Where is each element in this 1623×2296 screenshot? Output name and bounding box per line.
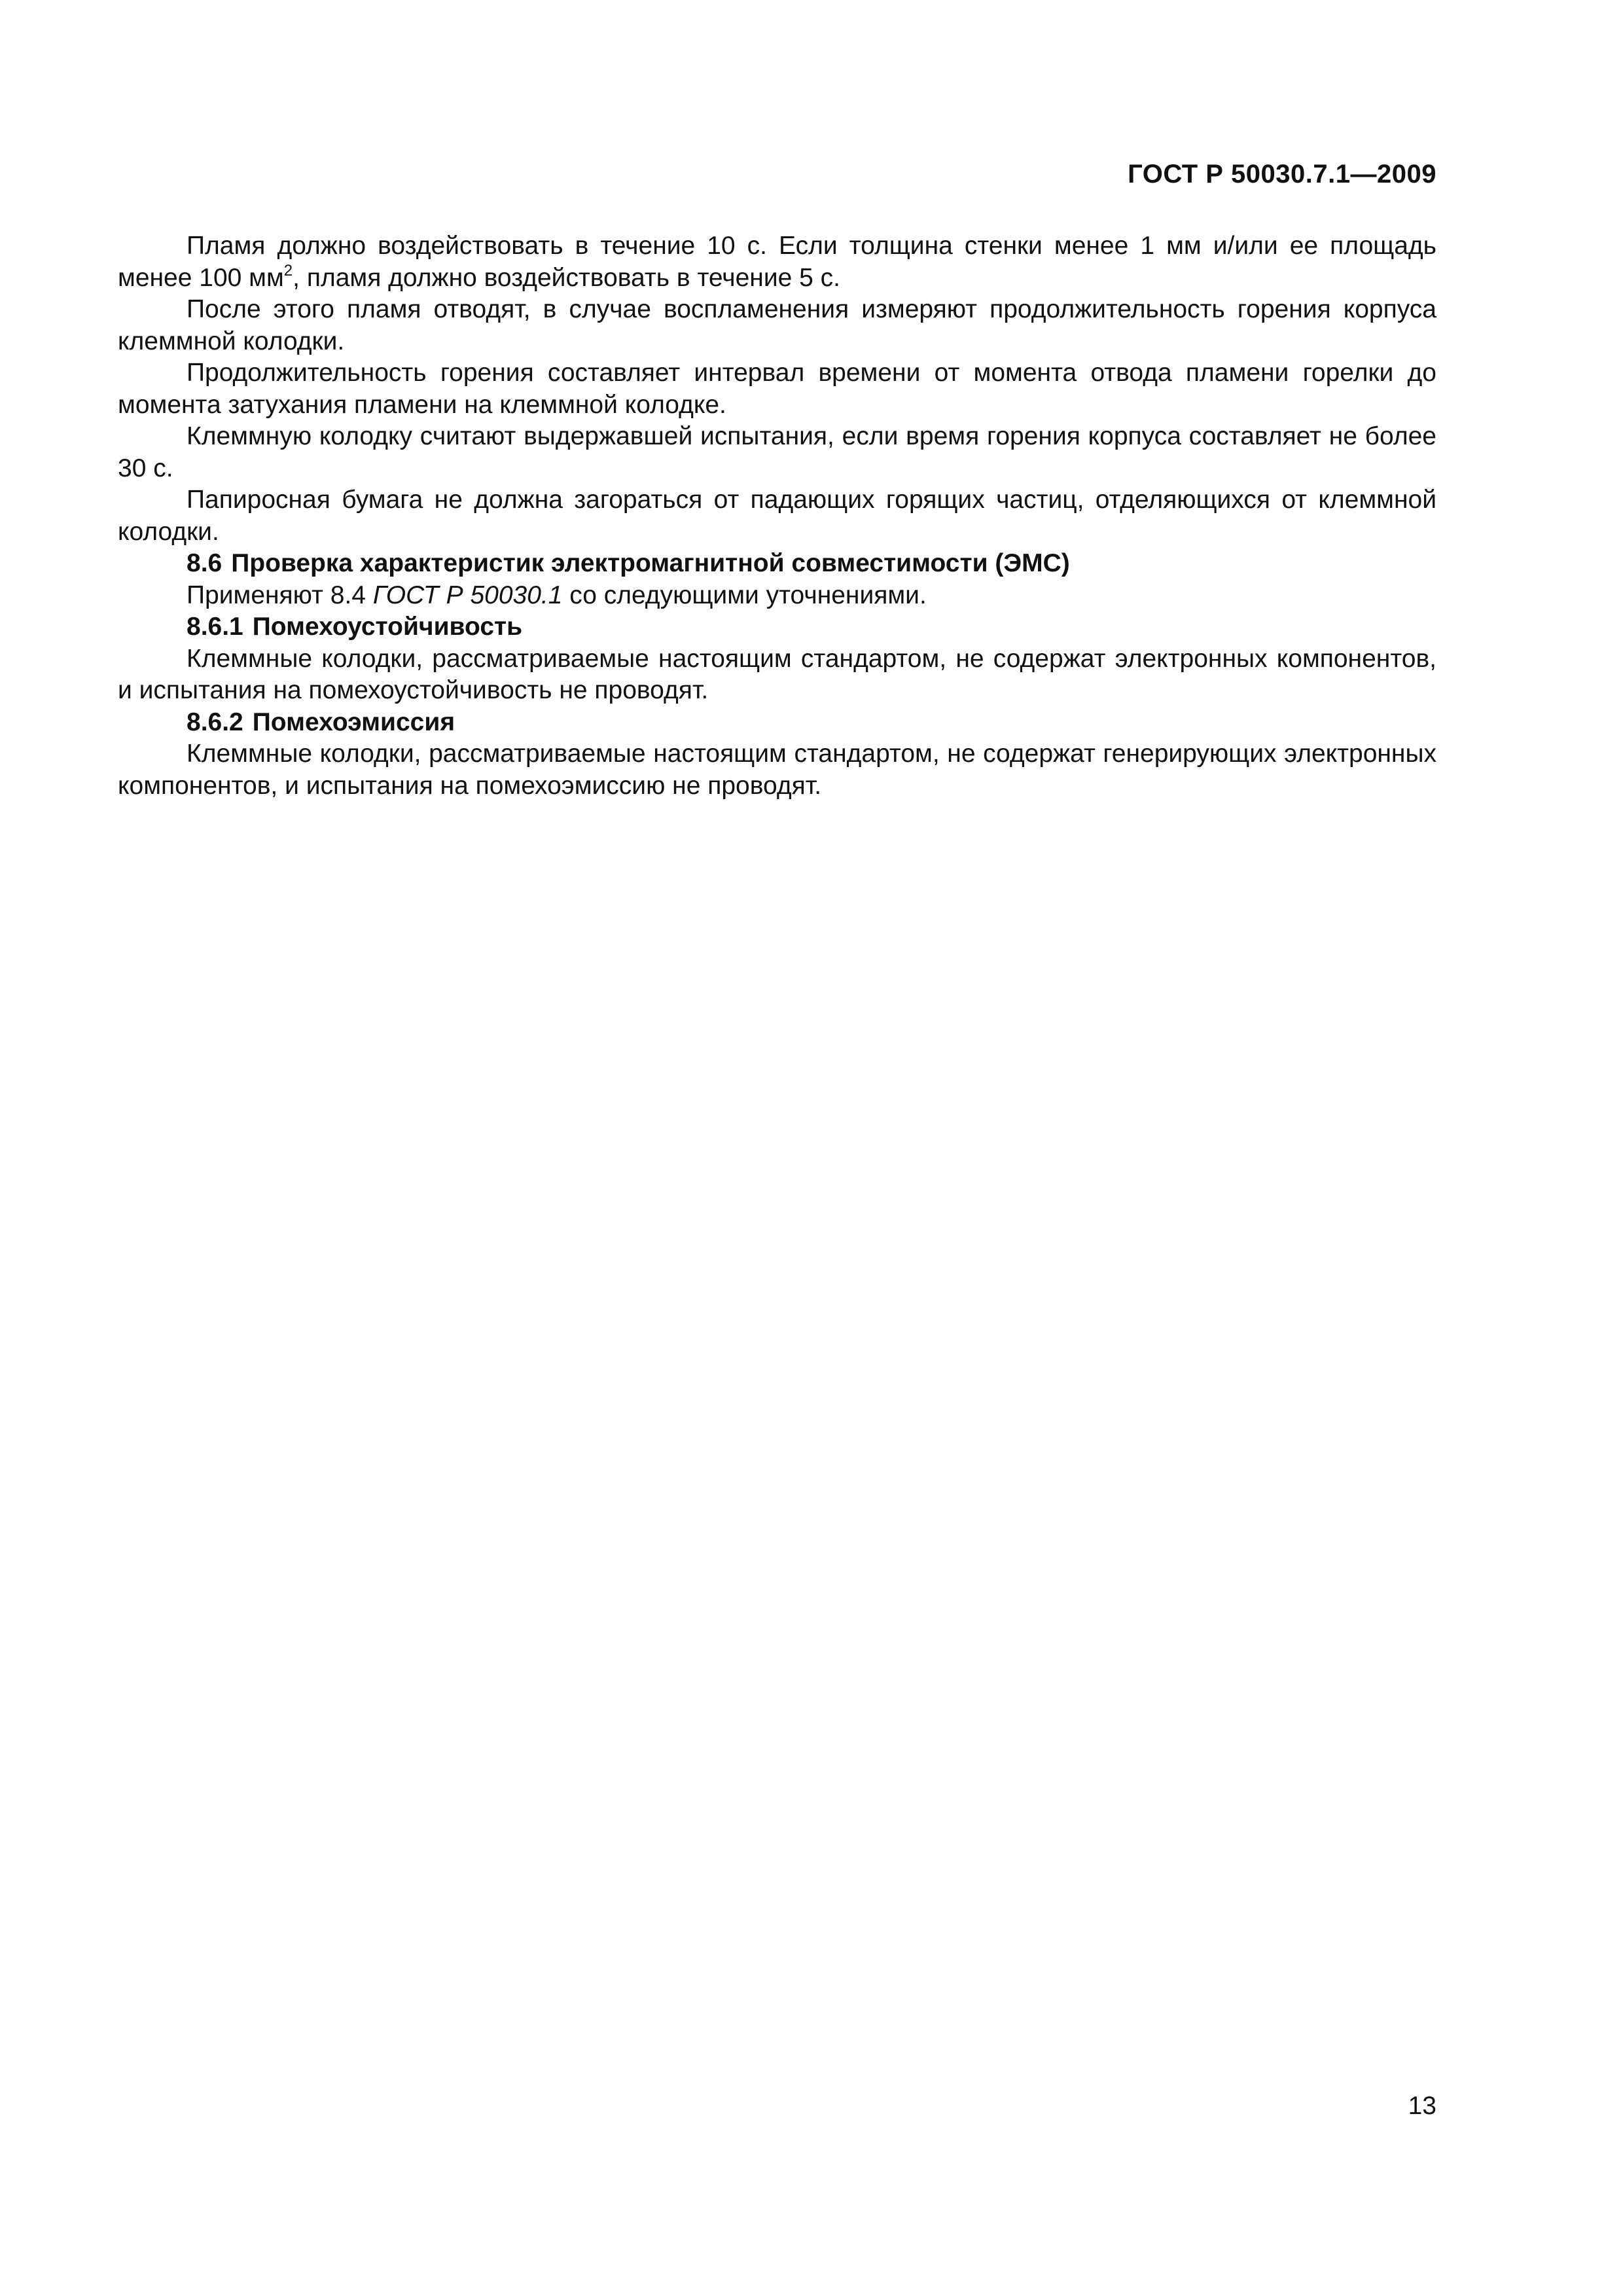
superscript: 2 <box>283 261 293 279</box>
paragraph-tissue-paper: Папиросная бумага не должна загораться от падающих горящих частиц, отделяющихся от клеммной колодки. <box>118 486 1436 546</box>
section-number: 8.6.1 <box>187 613 243 641</box>
paragraph-text: Пламя должно воздействовать в течение 10 с. Если толщина стенки менее 1 мм и/или ее площадь менее 100 мм <box>118 232 1436 292</box>
document-body <box>118 230 1436 802</box>
paragraph-immunity: Клеммные колодки, рассматриваемые настоящим стандартом, не содержат электронных компонентов, и испытания на помехоустойчивость не проводят. <box>118 644 1436 704</box>
section-heading-8-6-1 <box>118 611 1436 643</box>
paragraph-text: , пламя должно воздействовать в течение 5 с. <box>293 263 840 292</box>
section-number: 8.6.2 <box>187 708 243 736</box>
paragraph-text: Применяют 8.4 <box>187 581 373 609</box>
standard-code-header: ГОСТ Р 50030.7.1—2009 <box>1128 160 1436 188</box>
paragraph-pass-criterion: Клеммную колодку считают выдержавшей испытания, если время горения корпуса составляет не более 30 с. <box>118 422 1436 482</box>
paragraph-burning-duration: Продолжительность горения составляет интервал времени от момента отвода пламени горелки до момента затухания пламени на клеммной колодке. <box>118 359 1436 419</box>
page-number: 13 <box>1408 2092 1436 2120</box>
section-heading-8-6 <box>118 548 1436 580</box>
section-heading-8-6-2 <box>118 707 1436 739</box>
section-number: 8.6 <box>187 549 223 577</box>
paragraph-flame-duration <box>118 230 1436 294</box>
section-title: Помехоэмиссия <box>252 708 455 736</box>
paragraph-flame-removal: После этого пламя отводят, в случае воспламенения измеряют продолжительность горения корпуса клеммной колодки. <box>118 295 1436 355</box>
section-title: Проверка характеристик электромагнитной совместимости (ЭМС) <box>231 549 1070 577</box>
paragraph-emc-apply <box>118 580 1436 612</box>
section-title: Помехоустойчивость <box>252 613 523 641</box>
paragraph-text: со следующими уточнениями. <box>562 581 927 609</box>
standard-reference: ГОСТ Р 50030.1 <box>372 581 563 609</box>
paragraph-emission: Клеммные колодки, рассматриваемые настоящим стандартом, не содержат генерирующих электронных компонентов, и испытания на помехоэмиссию не проводят. <box>118 740 1436 800</box>
